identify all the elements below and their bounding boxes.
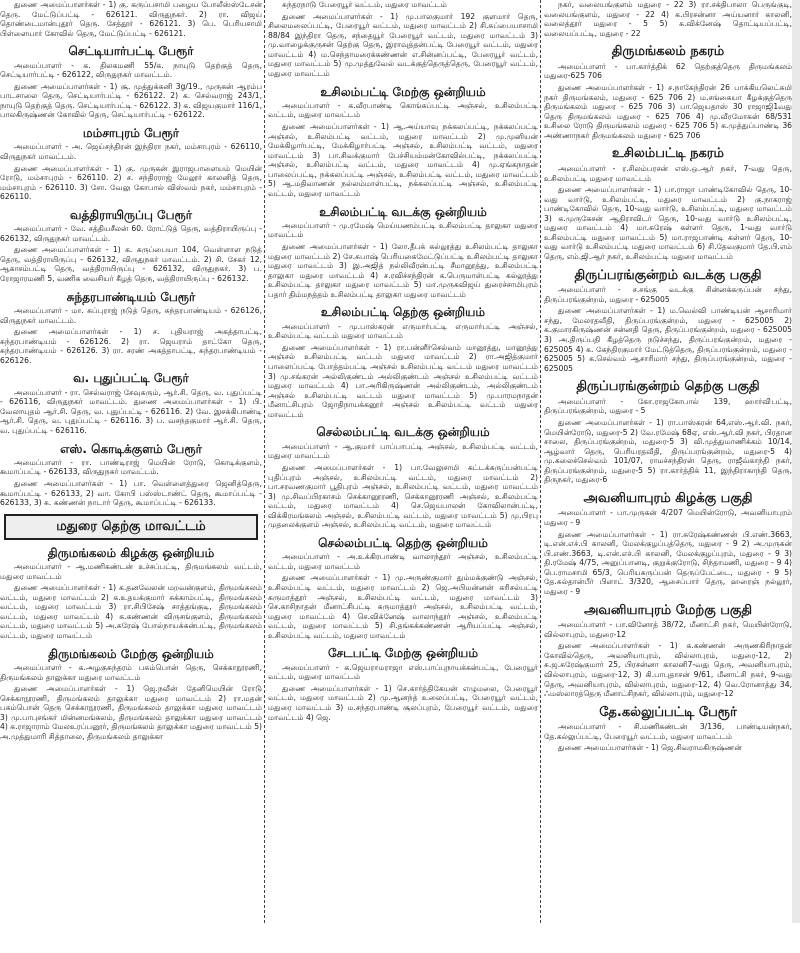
paragraph: அமைப்பாளர் - க. திலகமணி 55/க. நாயுடு தெற்குத் தெரு, செட்டியார்பட்டி - 626122, விருதுநகர் மாவட்டம். bbox=[0, 60, 262, 80]
paragraph: அமைப்பாளர் - அ.உக்கிரபாண்டி வாலாந்தூர் அஞ்சல், உசிலம்பட்டி வட்டம், மதுரை மாவட்டம் bbox=[268, 552, 538, 571]
section-heading: உசிலம்பட்டி மேற்கு ஒன்றியம் bbox=[320, 84, 486, 99]
paragraph: துணை அமைப்பாளர்கள் - 1) ஜெ.சிவராமகிருஷ்ணன் bbox=[558, 743, 742, 753]
section-heading: எஸ். கொடிக்குளம் பேரூர் bbox=[60, 441, 202, 456]
paragraph: துணை அமைப்பாளர்கள் - 1) கு. முருகன் இராஜபாளையம் மெயின் ரோடு, மம்சாபுரம் - 626110. 2) ச. சந்திரராஜ் மேலூர் காலனித் தெரு, மம்சாபுரம் - 626110. 3) சோ. வேலு கோபால் விஸ்வம் நகர், மம்சாபுரம் - 626110. bbox=[0, 163, 262, 202]
paragraph: துணை அமைப்பாளர்கள் - 1) மு.அருண்குமார் தும்மக்குண்டு அஞ்சல், உசிலம்பட்டி வட்டம், மதுரை மாவட்டம் 2) ஜெ.அபிமன்னன் கரிசல்பட்டி கருமாத்தூர் அஞ்சல், உசிலம்பட்டி வட்டம், மதுரை மாவட்டம் 3) செ.காசிநாதன் மீனாட்சிபட்டி கருமாத்தூர் அஞ்சல், உசிலம்பட்டி வட்டம், மதுரை மாவட்டம் 4) செ.விக்னேஷ் வாலாந்தூர் அஞ்சல், உசிலம்பட்டி வட்டம், மதுரை மாவட்டம் 5) சி.தங்கக்கண்ணன் ஆரியப்பட்டி அஞ்சல், உசிலம்பட்டி வட்டம், மதுரை மாவட்டம் bbox=[268, 573, 538, 640]
column-1 bbox=[0, 0, 262, 744]
paragraph: அமைப்பாளர் - வே. சத்தியசீலன் 60. ரோட்டுத் தெரு, வத்திராயிருப்பு - 626132, விருதுநகர் மாவட்டம். bbox=[0, 224, 262, 243]
section-heading: அவனியாபுரம் மேற்கு பகுதி bbox=[583, 602, 753, 618]
section-heading: செல்லம்பட்டி வடக்கு ஒன்றியம் bbox=[316, 425, 490, 440]
paragraph: அமைப்பாளர் - பா.கார்த்திக் 62 தெற்குத்தெரு திருமங்கலம் மதுரை-625 706 bbox=[544, 61, 792, 81]
paragraph: துணை அமைப்பாளர்கள் - 1) ரா.பாஸ்கரன் 64,எஸ்.ஆர்.வி. நகர், மெயின்ரோடு, மதுரை-5 2) வே.ரமேஷ் 68ஏ, எஸ்.ஆர்.வி நகர், பிரதான சாலை, திருப்பரங்குன்றம், மதுரை-5 3) வி.முத்துமாணிக்கம் 10/14, ஆழ்வார் தெரு, பெரியரதவீதி, திருப்பரங்குன்றம், மதுரை-5 4) மு.கலைச்செல்வம் 101/07, ராமச்சந்திரன் தெரு, ராஜீவ்காந்தி நகர், திருப்பரங்குன்றம், மதுரை-5 5) ரா.கார்த்திக் 11, இந்திராகாந்தி தெரு, திருநகர், மதுரை-6 bbox=[544, 417, 792, 485]
paragraph: நகர், வலையங்குளம் மதுரை - 22 3) ரா.சக்திபாலா பெருங்குடி, வலையங்குளம், மதுரை - 22 4) க.பிரசன்னா அய்யனார் காலனி, வலைத்தூர் மதுரை - 5 5) க.விக்னேஷ் தொட்டியப்பட்டி, வலையப்பட்டி, மதுரை - 22 bbox=[544, 0, 792, 38]
paragraph: துணை அமைப்பாளர்கள் - 1) ரா.பன்னீர்செல்வம் மானூத்து, மானூத்து அஞ்சல் உசிலம்பட்டி வட்டம் மதுரை மாவட்டம் 2) ரா.அஜித்குமார் பாளைப்பட்டி போத்தம்பட்டி அஞ்சல் உசிலம்பட்டி வட்டம் மதுரை மாவட்டம் 3) மு.சங்கரன் அல்லிகுண்டம் அல்லிகுண்டம் அஞ்சல் உசிலம்பட்டி வட்டம் மதுரை மாவட்டம் 4) பா.அரிகிருஷ்ணன் அல்லிகுண்டம், அல்லிகுண்டம் அஞ்சல் உசிலம்பட்டி வட்டம் மதுரை மாவட்டம் 5) மு.பாரமநாதன் மீனாட்சிபுரம் ஜோதிநாயக்கனூர் அஞ்சல் உசிலம்பட்டி வட்டம் மதுரை மாவட்டம் bbox=[268, 342, 538, 419]
bottom-margin bbox=[0, 923, 800, 953]
column-3 bbox=[544, 0, 792, 755]
paragraph: அமைப்பாளர் - ஆ.குமார் பாப்பாபட்டி அஞ்சல், உசிலம்பட்டி வட்டம், மதுரை மாவட்டம் bbox=[268, 441, 538, 461]
section-heading: உசிலம்பட்டி நகரம் bbox=[612, 146, 724, 162]
section-heading: உசிலம்பட்டி வடக்கு ஒன்றியம் bbox=[319, 204, 487, 219]
section-heading: உசிலம்பட்டி தெற்கு ஒன்றியம் bbox=[320, 305, 486, 320]
paragraph: அமைப்பாளர் - மா. சுப்புராஜ் நடுத் தெரு, சுந்தரபாண்டியம் - 626126, விருதுநகர் மாவட்டம். bbox=[0, 305, 262, 325]
paragraph: துணை அமைப்பாளர்கள் - 1) பா.வேலுசாமி கட்டக்கருப்பன்பட்டி புதிப்புரம் அஞ்சல், உசிலம்பட்டி வட்டம், மதுரை மாவட்டம் 2) பா.சரவணகுமார் பூதிபுரம் அஞ்சல், உசிலம்பட்டி வட்டம், மதுரை மாவட்டம் 3) மு.சிவப்பிரகாசம் செக்கானூரணி, செக்கானூரணி அஞ்சல், உசிலம்பட்டி வட்டம், மதுரை மாவட்டம் 4) செ.ஜெயபாலன் கோவிலான்பட்டி, விக்கிரமங்கலம் அஞ்சல், உசிலம்பட்டி வட்டம், மதுரை மாவட்டம் 5) மு.பிரபு முதலைக்குளம் அஞ்சல், உசிலம்பட்டி வட்டம், மதுரை மாவட்டம் bbox=[268, 462, 538, 530]
paragraph: அமைப்பாளர் - பா.முருகன் 4/207 மெயின்ரோடு, அவனியாபுரம் மதுரை - 9 bbox=[544, 508, 792, 528]
paragraph: அமைப்பாளர் - மு.பாஸ்கரன் எருமார்பட்டி எருமார்பட்டி அஞ்சல், உசிலம்பட்டி வட்டம் மதுரை மாவட்டம் bbox=[268, 321, 538, 341]
paragraph: அமைப்பாளர் - ஆ.மணிகண்டன் உச்சப்பட்டி, திருமங்கலம் வட்டம், மதுரை மாவட்டம் bbox=[0, 562, 262, 581]
paragraph: துணை அமைப்பாளர்கள் - 1) லோ.தீபக் கல்லூத்து உசிலம்பட்டி தாலுகா மதுரை மாவட்டம் 2) சே.சுபாஷ் பெரியகைமேட்டுப்பட்டி உசிலம்பட்டி தாலுகா மதுரை மாவட்டம் 3) இ.அஜித் நல்லிவீரன்பட்டி சீமானூத்து, உசிலம்பட்டி தாலுகா மதுரை மாவட்டம் 4) ச.ரவிச்சந்திரன் க.பெருமாள்பட்டி கல்லூத்து உசிலம்பட்டி தாலுகா மதுரை மாவட்டம் 5) மா.முருகவிஜய் துரைச்சாமிபுரம் பதார் திம்மநத்தம் உசிலம்பட்டி தாலுகா மதுரை மாவட்டம் bbox=[268, 242, 538, 299]
paragraph: துணை அமைப்பாளர்கள் - 1) ம.வெல்வி பாண்டியன் ஆசாரிமார் சந்து, மேலரதவீதி, திருப்பரங்குன்றம், மதுரை - 625005 2) க.குமாரகிருஷ்ணன் சன்னதி தெரு, திருப்பரங்குன்றம், மதுரை - 625005 3) அ.திருப்பதி கீழத்தெரு நடுச்சந்து, திருப்பரங்குன்றம், மதுரை - 625005 4) க. கேந்திரகுமார் மேட்டுத்தெரு, திருப்பரங்குன்றம், மதுரை - 625005 5) க.செல்வம் ஆசாரிமார் சந்து, திருப்பரங்குன்றம், மதுரை - 625005 bbox=[544, 306, 792, 373]
section-heading: செட்டியார்பட்டி பேரூர் bbox=[68, 44, 194, 59]
paragraph: அமைப்பாளர் - ரா. செல்வராஜ் சேவுகரும், ஆர்.சி. தெரு, வ. புதுப்பட்டி - 626116, விருதுநகர் மாவட்டம். துணை அமைப்பாளர்கள் - 1) பி. வேலாயுதம் ஆர்.சி. தெரு, வ. புதுப்பட்டி - 626116. 2) வே. இசக்கிபாண்டி ஆர்.சி. தெரு, வ. புதுப்பட்டி - 626116. 3) ப. வசந்தகுமார் ஆர்.சி. தெரு, வ. புதுப்பட்டி - 626116. bbox=[0, 387, 262, 435]
section-heading: செல்லம்பட்டி தெற்கு ஒன்றியம் bbox=[318, 535, 488, 550]
paragraph: துணை அமைப்பாளர்கள் - 1) ச.நாகேந்திரன் 26 பாக்கியலெட்சுமி நகர் திருமங்கலம், மதுரை - 625 706 2) ம.சங்கையா கீழக்குத்தெரு திருமங்கலம் மதுரை - 625 706 3) பா.ஜெயதாஸ் 30 ராஜாஜி1வது தெரு திருமங்கலம் மதுரை - 625 706 4) மு.வீரமோகன் 68/531 உசிலை ரோடு திருமங்கலம் மதுரை - 625 706 5) க.முத்துப்பாண்டி 36 அண்ணாநகர் திருமங்கலம் மதுரை - 625 706 bbox=[544, 82, 792, 140]
district-banner: மதுரை தெற்கு மாவட்டம் bbox=[4, 514, 258, 540]
paragraph: அமைப்பாளர் - அ. ஜெய்சந்திரன் இந்திரா நகர், மம்சாபுரம் - 626110, விருதுநகர் மாவட்டம். bbox=[0, 142, 262, 161]
section-heading: வத்திராயிருப்பு பேரூர் bbox=[69, 207, 193, 222]
paragraph: துணை அமைப்பாளர்கள் - 1) பா.ராஜா பாண்டிகோவில் தெரு, 10-வது வார்டு, உசிலம்பட்டி, மதுரை மாவட்டம் 2) கு.நாகராஜ் பாண்டிகோவில் தெரு, 10-வது வார்டு, உசிலம்பட்டி, மதுரை மாவட்டம் 3) க.முருகேசன் ஆதிராவிடர் தெரு, 10-வது வார்டு உசிலம்பட்டி, மதுரை மாவட்டம் 4) மா.சுரேஷ் கள்ளர் தெரு, 1-வது வார்டு உசிலம்பட்டி மதுரை மாவட்டம் 5) மா.ராஜபாண்டி கள்ளர் தெரு, 10-வது வார்டு உசிலம்பட்டி மதுரை மாவட்டம் 6) சி.தேவகுமார் தே.பி.எம் தெரு, எம்.ஜி.ஆர் நகர், உசிலம்பட்டி மதுரை மாவட்டம் bbox=[544, 185, 792, 261]
paragraph: அமைப்பாளர் - சி.மணிகண்டன் 3/136, பாண்டியன்நகர், தே.கல்லுப்பட்டி, பேரையூர் வட்டம், மதுரை மாவட்டம் bbox=[544, 722, 792, 741]
column-divider bbox=[264, 0, 265, 923]
section-heading: மம்சாபுரம் பேரூர் bbox=[82, 126, 180, 141]
paragraph: அமைப்பாளர் - பா.வினோத் 38/72, மீனாட்சி நகர், மெயின்ரோடு, வில்லாபுரம், மதுரை-12 bbox=[544, 620, 792, 639]
paragraph: துணை அமைப்பாளர்கள் - 1) ரா.சுரேஷ்கண்ணன் பி.எண்.3663, டி.என்.எச்.பி காலனி, மேலக்குழப்புத்தெரு, மதுரை - 9 2) அ.முருகன் பி.எண்.3663, டி.என்.எச்.பி காலனி, மேலக்குழப்புரம், மதுரை - 9 3) தி.ரமேஷ் 4/75, அனுப்பானடி, குறுக்குரோடு, சிந்தாமணி, மதுரை - 9 4) பெ.ராமசாமி 65/3, பெரியகருப்பன் தெருப்பேட்டை, மதுரை - 9 5) தே.சுல்தான்பீர் பிளாட் 3/320, ஆசைப்பார் தெரு, ஹரைஞ் நல்லூர், மதுரை - 9 bbox=[544, 529, 792, 596]
section-heading: திருமங்கலம் கிழக்கு ஒன்றியம் bbox=[47, 545, 215, 560]
paragraph: அமைப்பாளர் - ர.சிலம்பரசன் எஸ்.ஒ.ஆர் நகர், 7-வது தெரு, உசிலம்பட்டி மதுரை மாவட்டம் bbox=[544, 163, 792, 183]
section-heading: திருமங்கலம் நகரம் bbox=[611, 44, 725, 60]
paragraph: அமைப்பாளர் - க.அழகுசுந்தரம் பசும்பொன் தெரு, செக்காநூரணி, திருமங்கலம் தாலுக்கா மதுரை மாவட்டம் bbox=[0, 663, 262, 682]
paragraph: அமைப்பாளர் - கோ.ராஜகோபால் 139, ஹார்வி்பட்டி, திருப்பரங்குன்றம், மதுரை - 5 bbox=[544, 396, 792, 416]
section-heading: சுந்தரபாண்டியம் பேரூர் bbox=[66, 289, 196, 304]
section-heading: சேடபட்டி மேற்கு ஒன்றியம் bbox=[328, 646, 478, 661]
paragraph: துணை அமைப்பாளர்கள் - 1) ஜெ.நவீன் தேனிமெயின் ரோடு செக்காநூரணி, திருமங்கலம் தாலுக்கா மதுரை மாவட்டம் 2) ரா.மதன் பசும்பொன் தெரு செக்காநூரணி, திருமங்கலம் தாலுக்கா மதுரை மாவட்டம் 3) மு.பாபுசங்கர் மின்னமங்கலம், திருமங்கலம் தாலுக்கா மதுரை மாவட்டம் 4) க.ராஜாராம் மேலஉரப்பனூர், திருமங்கலம் தாலுக்கா மதுரை மாவட்டம் 5) அ.முத்துமாரி சித்தாலை, திருமங்கலம் தாலுக்கா bbox=[0, 684, 262, 741]
paragraph: துணை அமைப்பாளர்கள் - 1) க. கருப்பையா 104, வெள்ளாள நடுத் தெரு, வத்திராயிருப்பு - 626132, விருதுநகர் மாவட்டம். 2) சி. சேகர் 12, ஆகாசம்பட்டி தெரு, வத்திராயிருப்பு - 626132, விருதுநகர். 3) ப. ரோஜாரமணி 5, வணிக வைசியர் கீழத் தெரு, வத்திராயிருப்பு - 626132. bbox=[0, 245, 262, 283]
paragraph: அமைப்பாளர் - க.ஜெயராமராஜா எஸ்.பாப்புநாயக்கன்பட்டி, பேரையூர் வட்டம், மதுரை மாவட்டம் bbox=[268, 662, 538, 682]
paragraph: அமைப்பாளர் - க.வீரபாண்டி கொங்கப்பட்டி அஞ்சல், உசிலம்பட்டி வட்டம், மதுரை மாவட்டம் bbox=[268, 100, 538, 120]
paragraph: துணை அமைப்பாளர்கள் - 1) மு.பாலகுமார் 192 குளமார் தெரு, சிலைமலைப்பட்டி, பேரையூர் வட்டம், மதுரை மாவட்டம் 2) சி.சுப்பையாசாமி 88/84 இந்திரா தெரு, சந்தையூர் பேரையூர் வட்டம், மதுரை மாவட்டம் 3) மு.வாழைக்குருசன் தெற்கு தெரு, இராவுத்தன்பட்டி பேரையூர் வட்டம், மதுரை மாவட்டம் 4) ம.செந்தாமரைக்கண்ணன் எ.சின்னப்பட்டி, பேரையூர் வட்டம், மதுரை மாவட்டம் 5) மு.முத்துவேல் வடக்குத்தெருத்தெரு, பேரையூர் வட்டம், மதுரை மாவட்டம் bbox=[268, 11, 538, 78]
paragraph: துணை அமைப்பாளர்கள் - 1) கு. கருப்பசாமி பழைய போலீஸ்ஸ்டேசன் தெரு. மேட்டுப்பட்டி - 626121. விருதுநகர். 2) ரா. விஜய் தொண்டைமான்புதூர் தெரு. சேத்தூர் - 626121. 3) பெ. பெரியசாமி பிள்ளையார் கோவில் தெரு, மேட்டுப்பட்டி - 626121. bbox=[0, 0, 262, 38]
section-heading: வ. புதுப்பட்டி பேரூர் bbox=[73, 371, 189, 386]
paragraph: துணை அமைப்பாளர்கள் - 1) சூ. முத்துக்கனி 3g/19., முருகன் ஆரம்ப பாடசாலை தெரு, செட்டியார்பட்டி - 626122. 2) க. செல்வராஜ் 243/1, நாயுடு தெற்குத் தெரு. செட்டியார்பட்டி - 626122. 3) க. விஜயகுமார் 116/1, பாலகிருஷ்ணன் கோவில் தெரு, செட்டியார்பட்டி - 626122. bbox=[0, 81, 262, 120]
paragraph: துணை அமைப்பாளர்கள் - 1) ஆ.அய்யாவு நக்கலப்பட்டி, நக்கலப்பட்டி அஞ்சல், உசிலம்பட்டி வட்டம், மதுரை மாவட்டம் 2) மு.முனியன் மேக்கிழார்பட்டி, மேக்கிழார்பட்டி அஞ்சல், உசிலம்பட்டி வட்டம், மதுரை மாவட்டம் 3) பா.சிவக்குமார் பேச்சியம்மன்கோவில்பட்டி, நக்கலப்பட்டி அஞ்சல், உசிலம்பட்டி வட்டம், மதுரை மாவட்டம் 4) மு.ஏங்கநாதன் பாலைப்பட்டி, நக்கலப்பட்டி அஞ்சல், உசிலம்பட்டி வட்டம், மதுரை மாவட்டம் 5) ஆ.மதிவாணன் நல்லம்மாள்பட்டி, நக்கலப்பட்டி அஞ்சல், உசிலம்பட்டி வட்டம், மதுரை மாவட்டம் bbox=[268, 122, 538, 198]
column-2 bbox=[268, 0, 538, 724]
section-heading: தே.கல்லுப்பட்டி பேரூர் bbox=[599, 704, 737, 720]
column-divider bbox=[540, 0, 541, 923]
paragraph: துணை அமைப்பாளர்கள் - 1) செ.கார்த்திகேயன் எழுமலை, பேரையூர் வட்டம், மதுரை மாவட்டம் 2) மு.ஆனந்த் உலைப்பட்டி, பேரையூர் வட்டம், மதுரை மாவட்டம் 3) ம.சந்தரபாண்டி சூலப்புரம், பேரையூர் வட்டம், மதுரை மாவட்டம் 4) ஜெ. bbox=[268, 683, 538, 722]
paragraph: அமைப்பாளர் - மு.ரமேஷ் மெய்யணம்பட்டி உசிலம்பட்டி தாலுகா மதுரை மாவட்டம் bbox=[268, 220, 538, 240]
paragraph: அமைப்பாளர் - ச.சங்கு வடக்கு சின்னக்கருப்பன் சந்து, திருப்பரங்குன்றம், மதுரை - 625005 bbox=[544, 285, 792, 304]
paragraph: அமைப்பாளர் - ரா. பாண்டிராஜ் மெயின் ரோடு, கொடிக்குளம், கூமாப்பட்டி - 626133, விருதுநகர் மாவட்டம். bbox=[0, 457, 262, 477]
section-heading: திருப்பரங்குன்றம் வடக்கு பகுதி bbox=[574, 267, 762, 283]
paragraph: துணை அமைப்பாளர்கள் - 1) க.தனவேலன் மறவன்குளம், திருமங்கலம் வட்டம், மதுரை மாவட்டம் 2) க.உதயக்குமார் சுக்காம்பட்டி, திருமங்கலம் வட்டம், மதுரை மாவட்டம் 3) ரா.சிபிசேஷ் சாத்தங்குடி, திருமங்கலம் வட்டம், மதுரை மாவட்டம் 4) க.கண்ணன் விருசங்குளம், திருமங்கலம் வட்டம், மதுரை மாவட்டம் 5) அ.சுரேஷ் போல்நாயக்கன்பட்டி, திருமங்கலம் வட்டம், மதுரை மாவட்டம் bbox=[0, 583, 262, 641]
section-heading: அவனியாபுரம் கிழக்கு பகுதி bbox=[583, 490, 753, 506]
section-heading: திருப்பரங்குன்றம் தெற்கு பகுதி bbox=[576, 379, 760, 395]
section-heading: திருமங்கலம் மேற்கு ஒன்றியம் bbox=[48, 646, 214, 661]
paragraph: துணை அமைப்பாளர்கள் - 1) க.கண்ணன் அருணகிரிநாதன் கோவில்தெரு, அவனியாபுரம், வில்லாபுரம், மதுரை-12, 2) சு.ஜ.சுரேஷ்குமார் 25, பிரசன்னா காலனி7-வது தெரு, அவனியாபுரம், வில்லாபுரம், மதுரை-12, 3) கி.பாபுதாசன் 9/61, மீனாட்சி நகர், 9-வது தெரு, அவனியாபுரம், வில்லாபுரம், மதுரை-12, 4) வெ.ரோனாத்து 34, ஃமஸ்லாரத்தெரு மீனாட்சிநகர், வில்லாபுரம், மதுரை-12 bbox=[544, 641, 792, 699]
paragraph: துணை அமைப்பாளர்கள் - 1) பா. வெள்ளைத்துரை ஜெனித்தெரு, கூமாப்பட்டி - 626133, 2) வா. கோபி பஸ்ஸ்டாண்ட் தெரு, கூமாப்பட்டி - 626133, 3) க. கண்ணன் நாடார் தெரு, கூமாப்பட்டி - 626133. bbox=[0, 479, 262, 508]
page-edge bbox=[792, 0, 800, 953]
paragraph: சுந்தரநாடு பேரையூர் வட்டம், மதுரை மாவட்டம் bbox=[282, 0, 447, 9]
paragraph: துணை அமைப்பாளர்கள் - 1) ச. புதியராஜ் அகத்தாபட்டி, சுந்தரபாண்டியம் - 626126. 2) ரா. ஜெயராம் தாட்கோ தெரு, சுந்தரபாண்டியம் - 626126. 3) ரா. சரண் அகத்தாபட்டி, சுந்தரபாண்டியம் - 626126. bbox=[0, 327, 262, 365]
